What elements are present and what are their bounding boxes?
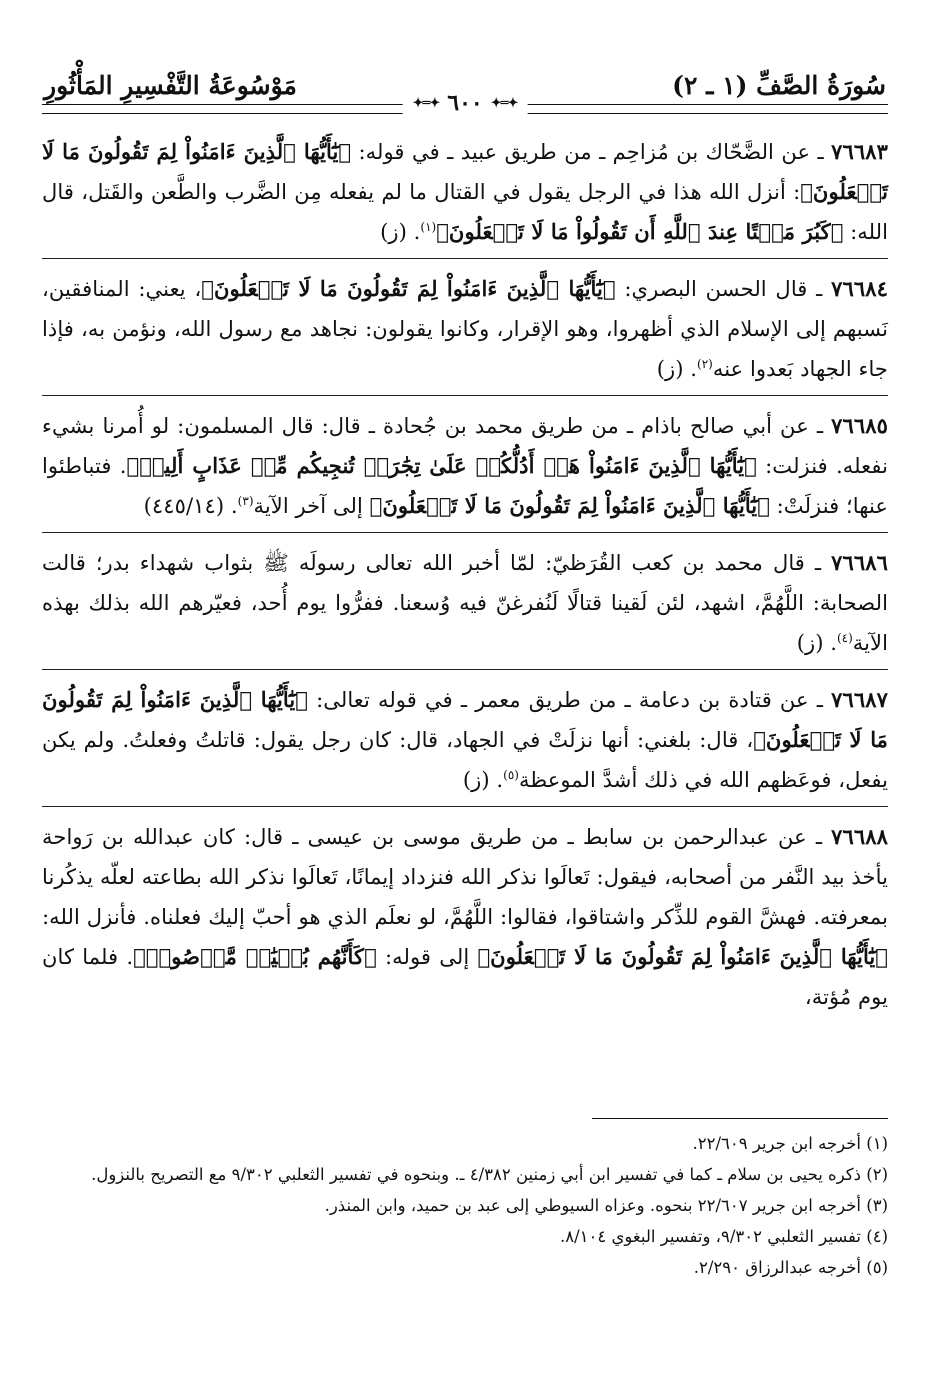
page-number: ٦٠٠ (447, 90, 483, 116)
entry-number: ٧٦٦٨٣ (831, 139, 888, 164)
header-double-rule (42, 90, 888, 116)
quran-quote: ﴿يَٰٓأَيُّهَا ٱلَّذِينَ ءَامَنُواْ لِمَ تَقُولُونَ مَا لَا تَفۡعَلُونَ﴾ (369, 493, 770, 518)
narration-entry (42, 543, 888, 670)
footnote-ref: (٣) (237, 493, 254, 508)
ornament-right-icon: ✦═✦ (490, 95, 518, 111)
footnote-ref: (١) (420, 219, 437, 234)
quran-quote: ﴿كَبُرَ مَقۡتًا عِندَ ٱللَّهِ أَن تَقُولُواْ مَا لَا تَفۡعَلُونَ﴾ (436, 219, 844, 244)
entry-text: ـ قال محمد بن كعب القُرَظيّ: لمّا أخبر الله تعالى رسولَه ﷺ بثواب شهداء بدر؛ قالت الصحابة: اللَّهُمَّ، اشهد، لئن لَقينا قتالًا لَنُفرغنّ فيه وُسعنا. ففرُّوا يوم أُحد، فعيّرهم الله بذلك بهذه الآية (42, 550, 888, 655)
entry-text: . (ز) (462, 767, 504, 792)
footnote: (٢) ذكره يحيى بن سلام ـ كما في تفسير ابن أبي زمنين ٤/٣٨٢ ـ. وبنحوه في تفسير الثعلبي ٩/٣٠٢ مع التصريح بالنزول. (91, 1165, 888, 1184)
entry-number: ٧٦٦٨٨ (831, 824, 888, 849)
entry-text: إلى قوله: (376, 944, 478, 969)
entry-text: . (ز) (380, 219, 421, 244)
quran-quote: ﴿يَٰٓأَيُّهَا ٱلَّذِينَ ءَامَنُواْ لِمَ تَقُولُونَ مَا لَا تَفۡعَلُونَ﴾ (42, 139, 888, 204)
entry-text: ـ عن قتادة بن دعامة ـ من طريق معمر ـ في قوله تعالى: (307, 687, 832, 712)
entry-text: : أنزل الله هذا في الرجل يقول في القتال ما لم يفعله مِن الضَّرب والطَّعن والقَتل، قال الله: (42, 179, 888, 244)
entry-text: ، يعني: المنافقين، نَسبهم إلى الإسلام الذي أظهروا، وهو الإقرار، وكانوا يقولون: نجاهد مع رسول الله، ونؤمن به، فإذا جاء الجهاد بَعدوا عنه (42, 276, 888, 381)
footnote: (٥) أخرجه عبدالرزاق ٢/٢٩٠. (693, 1258, 888, 1277)
footnote: (١) أخرجه ابن جرير ٢٢/٦٠٩. (692, 1134, 888, 1153)
quran-quote: ﴿يَٰٓأَيُّهَا ٱلَّذِينَ ءَامَنُواْ لِمَ تَقُولُونَ مَا لَا تَفۡعَلُونَ﴾ (201, 276, 616, 301)
footnote: (٣) أخرجه ابن جرير ٢٢/٦٠٧ بنحوه. وعزاه السيوطي إلى عبد بن حميد، وابن المنذر. (324, 1196, 888, 1215)
quran-quote: ﴿يَٰٓأَيُّهَا ٱلَّذِينَ ءَامَنُواْ هَلۡ أَدُلُّكُمۡ عَلَىٰ تِجَٰرَةٖ تُنجِيكُم مِّنۡ عَذَابٍ أَلِيمٖ﴾ (126, 453, 757, 478)
document-page (42, 58, 888, 1348)
narration-entry (42, 406, 888, 533)
entry-text: ـ عن أبي صالح باذام ـ من طريق محمد بن جُحادة ـ قال: قال المسلمون: لو أُمرنا بشيء نفعله. فنزلت: (42, 413, 888, 478)
ornament-left-icon: ✦═✦ (412, 95, 440, 111)
narration-entry (42, 269, 888, 396)
entry-text: ـ قال الحسن البصري: (615, 276, 832, 301)
entry-text: ، قال: بلغني: أنها نزلَتْ في الجهاد، قال: كان رجل يقول: قاتلتُ وفعلتُ. ولم يكن يفعل، فوعَظهم الله في ذلك أشدَّ الموعظة (42, 727, 888, 792)
running-head-book-title: مَوْسُوعَةُ التَّفْسِيرِ المَأْثُورِ (44, 71, 297, 100)
entry-text: . (ز) (656, 356, 698, 381)
quran-quote: ﴿يَٰٓأَيُّهَا ٱلَّذِينَ ءَامَنُواْ لِمَ تَقُولُونَ مَا لَا تَفۡعَلُونَ﴾ (42, 687, 889, 752)
running-head-surah: سُورَةُ الصَّفِّ (١ ـ ٢) (672, 71, 886, 100)
quran-quote: ﴿يَٰٓأَيُّهَا ٱلَّذِينَ ءَامَنُواْ لِمَ تَقُولُونَ مَا لَا تَفۡعَلُونَ﴾ (477, 944, 889, 969)
footnotes (42, 1128, 888, 1283)
entry-text: إلى آخر الآية (253, 493, 370, 518)
footnote-separator (592, 1118, 888, 1119)
entry-text: ـ عن الضَّحّاك بن مُزاحِم ـ من طريق عبيد ـ في قوله: (351, 139, 832, 164)
footnote-ref: (٢) (697, 356, 713, 371)
entry-text: ـ عن عبدالرحمن بن سابط ـ من طريق موسى بن عيسى ـ قال: كان عبدالله بن رَواحة يأخذ بيد النَّفر من أصحابه، فيقول: تَعالَوا نذكر الله فنزداد إيمانًا، تَعالَوا نذكر الله بطاعته لعلّه يذكُرنا بمعرفته. فهشَّ القوم للذِّكر واشتاقوا، فقالوا: اللَّهُمَّ، لو نعلَم الذي هو أحبّ إليك فعلناه. فأنزل الله: (42, 824, 888, 929)
entry-number: ٧٦٦٨٥ (831, 413, 888, 438)
footnote: (٤) تفسير الثعلبي ٩/٣٠٢، وتفسير البغوي ٨/١٠٤. (559, 1227, 888, 1246)
entry-text: . (ز) (796, 630, 837, 655)
narration-entry (42, 132, 888, 259)
entry-text: . فلما كان يوم مُؤتة، (42, 944, 888, 1009)
entry-text: . فتباطئوا عنها؛ فنزلَتْ: (42, 453, 888, 518)
footnote-ref: (٥) (503, 767, 519, 782)
page-number-group (403, 92, 528, 114)
footnote-ref: (٤) (836, 630, 853, 645)
entries-list (42, 132, 888, 1023)
narration-entry (42, 817, 888, 1023)
narration-entry (42, 680, 888, 807)
entry-number: ٧٦٦٨٤ (831, 276, 889, 301)
quran-quote: ﴿كَأَنَّهُم بُنۡيَٰنٞ مَّرۡصُوصٞ﴾ (133, 944, 377, 969)
entry-text: . (٤٤٥/١٤) (143, 493, 238, 518)
entry-number: ٧٦٦٨٦ (831, 550, 888, 575)
entry-number: ٧٦٦٨٧ (831, 687, 889, 712)
